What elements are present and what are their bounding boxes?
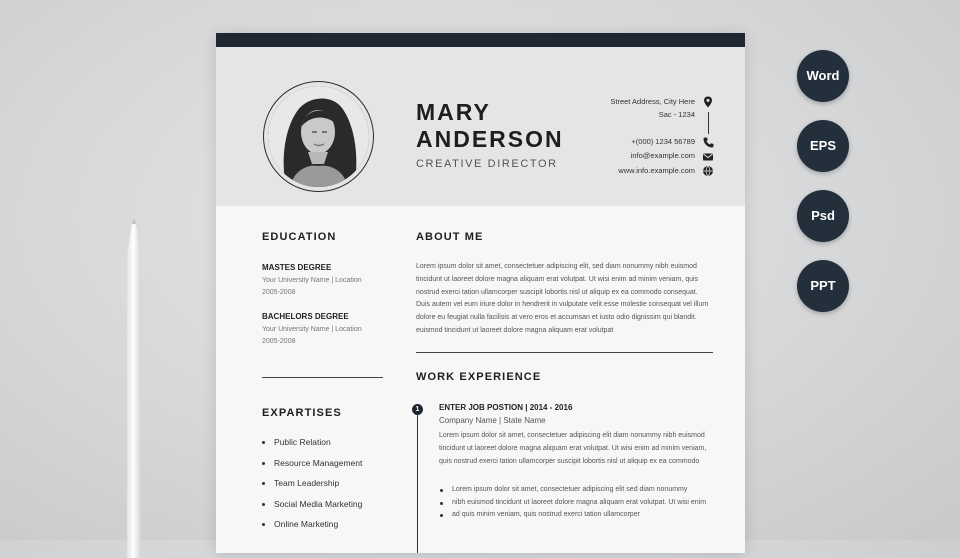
list-item: Public Relation: [262, 437, 362, 458]
about-line: dolore eu feugiat nulla facilisis at vero eros et accumsan et iusto odio dignissim qui blandit.: [416, 314, 697, 322]
list-item: Resource Management: [262, 458, 362, 479]
about-line: tincidunt ut laoreet dolore magna aliquam erat volutpat. Ut wisi enim ad minim veniam, quis: [416, 275, 699, 283]
about-heading: ABOUT ME: [416, 231, 484, 243]
format-badge-ppt[interactable]: PPT: [797, 260, 849, 312]
list-item: ad quis minim veniam, quis nostrud exerci tation ullamcorper: [439, 511, 706, 524]
work-description: [439, 430, 706, 468]
pencil-illustration: [122, 218, 146, 558]
school-2: Your University Name | Location: [262, 326, 362, 333]
left-divider: [262, 377, 383, 378]
email-icon: [702, 151, 714, 163]
work-bullets: [439, 486, 706, 524]
work-heading: WORK EXPERIENCE: [416, 371, 542, 383]
about-text: [416, 261, 716, 338]
format-badge-eps[interactable]: EPS: [797, 120, 849, 172]
timeline-line: [417, 409, 418, 553]
format-badge-word[interactable]: Word: [797, 50, 849, 102]
profile-photo-frame: [263, 81, 374, 192]
location-pin-icon: [702, 96, 714, 108]
work-job-title: ENTER JOB POSTION | 2014 - 2016: [439, 403, 573, 412]
list-item: Team Leadership: [262, 478, 362, 499]
expertises-heading: EXPARTISES: [262, 407, 342, 419]
name-last: ANDERSON: [416, 126, 564, 152]
contact-divider: [708, 112, 709, 134]
about-line: Duis autem vel eum iriure dolor in hendrerit in vulputate velit esse molestie consequat vel illum: [416, 301, 709, 309]
list-item: Online Marketing: [262, 519, 362, 540]
years-1: 2005-2008: [262, 289, 296, 296]
work-line: Lorem ipsum dolor sit amet, consectetuer adipiscing elit diam nonummy nibh euismod: [439, 432, 705, 439]
about-line: euismod tincidunt ut laoreet dolore magna aliquam erat volutpat: [416, 326, 614, 334]
work-line: quis nostrud exerci tation ullamcorper suscipit lobortis nisl ut aliquip ex ea commodo: [439, 457, 700, 465]
list-item: nibh euismod tincidunt ut laoreet dolore magna aliquam erat volutpat. Ut wisi enim: [439, 499, 706, 512]
globe-icon: [702, 165, 714, 177]
list-item: Lorem ipsum dolor sit amet, consectetuer adipiscing elit sed diam nonummy: [439, 486, 706, 499]
top-bar: [216, 33, 745, 47]
job-title: CREATIVE DIRECTOR: [416, 158, 558, 170]
email-text: info@example.com: [630, 151, 695, 160]
address-line2: Sac - 1234: [658, 110, 695, 119]
name-first: MARY: [416, 99, 491, 125]
work-company: Company Name | State Name: [439, 416, 546, 425]
expertises-list: [262, 437, 362, 540]
school-1: Your University Name | Location: [262, 277, 362, 284]
website-text: www.info.example.com: [618, 166, 695, 175]
education-heading: EDUCATION: [262, 231, 337, 243]
profile-photo: [268, 86, 369, 187]
phone-text: +(000) 1234 56789: [631, 137, 695, 146]
degree-2: BACHELORS DEGREE: [262, 312, 349, 321]
list-item: Social Media Marketing: [262, 499, 362, 520]
phone-icon: [702, 136, 714, 148]
years-2: 2005-2008: [262, 338, 296, 345]
about-line: nostrud exerci tation ullamcorper suscipit lobortis nisl ut aliquip ex ea commodo consequat.: [416, 288, 698, 296]
address-line1: Street Address, City Here: [610, 97, 695, 106]
timeline-marker: 1: [412, 404, 423, 415]
resume-page: [216, 33, 745, 553]
degree-1: MASTES DEGREE: [262, 263, 332, 272]
format-badge-psd[interactable]: Psd: [797, 190, 849, 242]
about-divider: [416, 352, 713, 353]
work-line: tincidunt ut laoreet dolore magna aliquam erat volutpat. Ut wisi enim ad minim veniam,: [439, 444, 707, 452]
about-line: Lorem ipsum dolor sit amet, consectetuer adipiscing elit, sed diam nonummy nibh euismod: [416, 263, 697, 270]
